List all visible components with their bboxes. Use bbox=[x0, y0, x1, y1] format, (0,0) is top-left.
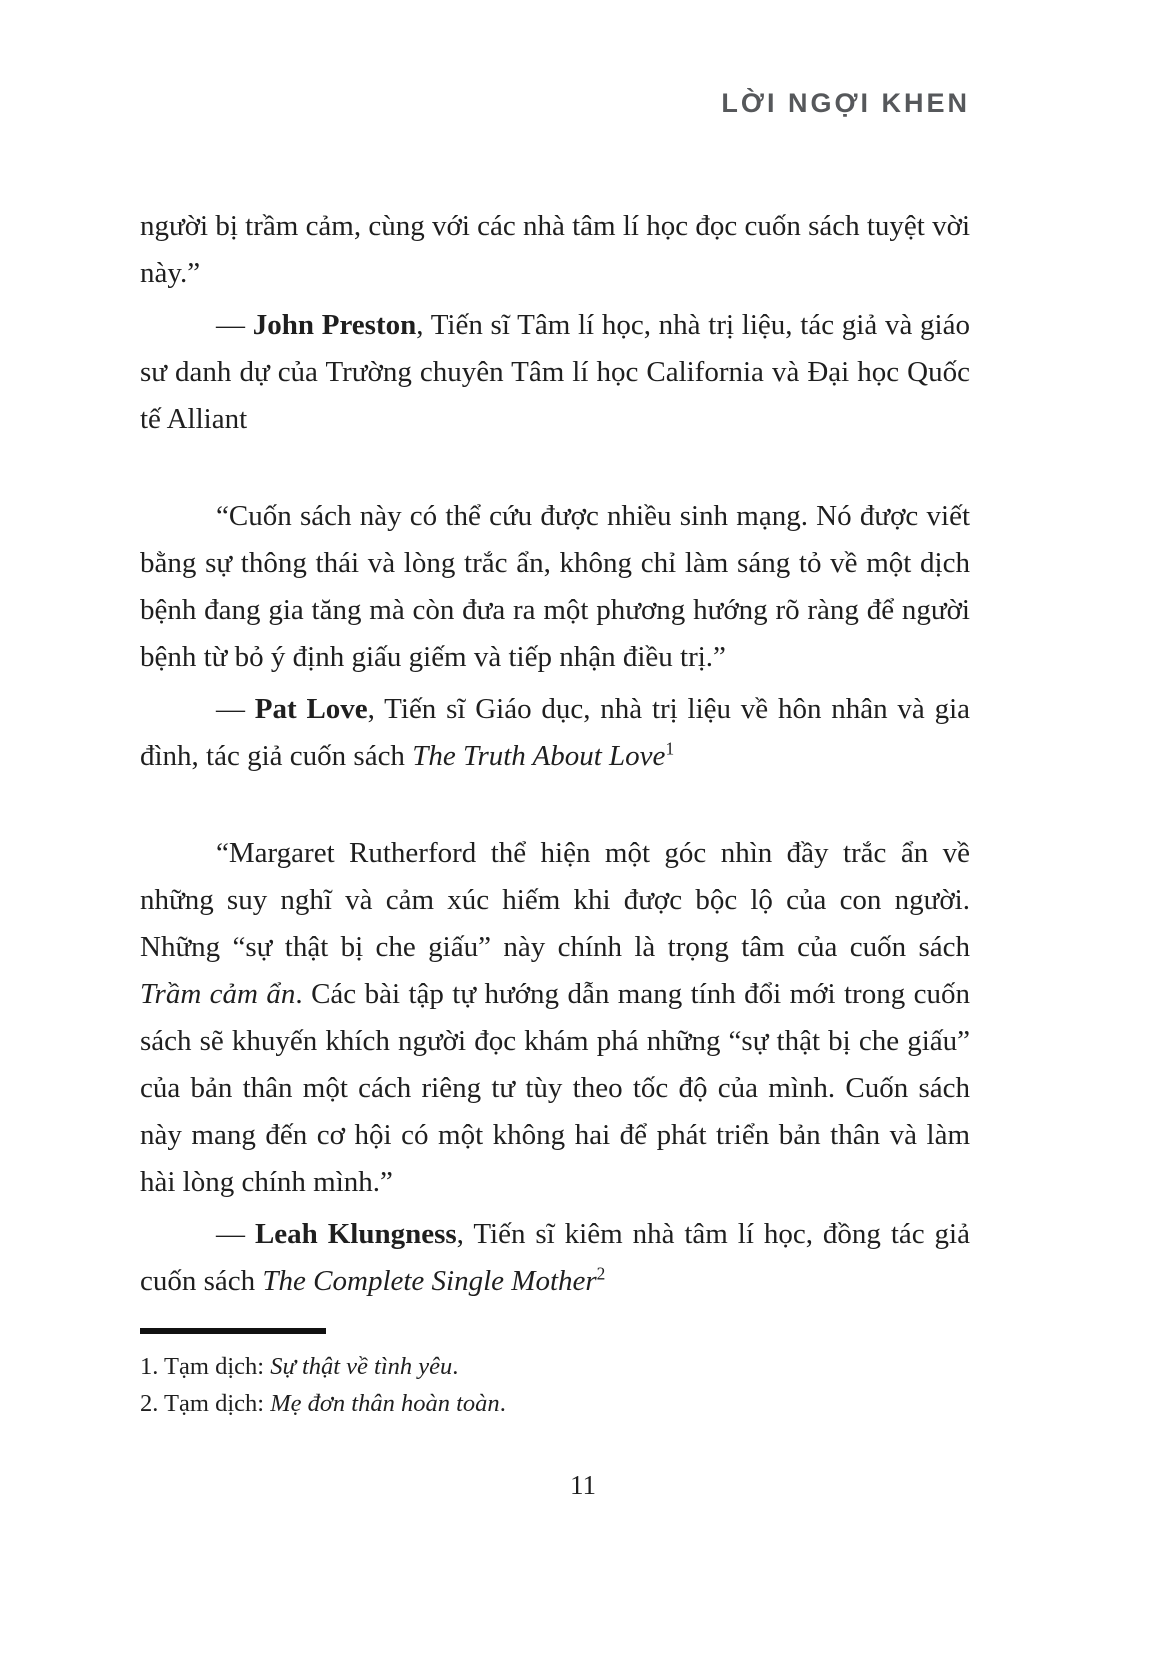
text-segment: John Preston bbox=[252, 309, 417, 341]
text-segment: 1 bbox=[665, 738, 675, 759]
footnotes-list bbox=[140, 1348, 970, 1422]
paragraph bbox=[140, 686, 970, 780]
text-segment: 1. Tạm dịch: bbox=[140, 1353, 271, 1380]
text-segment: , Tiến sĩ Tâm lí học, nhà trị liệu, tác giả và giáo sư danh dự của Trường chuyên Tâm lí học California và Đại học Quốc tế Alliant bbox=[140, 309, 970, 435]
text-segment: 2 bbox=[596, 1263, 606, 1284]
text-segment: Pat Love bbox=[254, 693, 368, 725]
running-head: LỜI NGỢI KHEN bbox=[721, 88, 970, 118]
footnote bbox=[140, 1348, 970, 1385]
paragraph bbox=[140, 203, 970, 297]
text-segment: . Các bài tập tự hướng dẫn mang tính đổi mới trong cuốn sách sẽ khuyến khích người đọc khám phá những “sự thật bị che giấu” của bản thân một cách riêng tư tùy theo tốc độ của mình. Cuốn sách này mang đến cơ hội có một không hai để phát triển bản thân và làm hài lòng chính mình.” bbox=[140, 978, 970, 1198]
text-segment: — bbox=[216, 309, 253, 341]
footnote bbox=[140, 1385, 970, 1422]
text-segment: — bbox=[216, 1218, 255, 1250]
paragraph bbox=[140, 1211, 970, 1305]
text-segment: 2. Tạm dịch: bbox=[140, 1390, 271, 1417]
text-segment: , Tiến sĩ kiêm nhà tâm lí học, đồng tác giả cuốn sách bbox=[140, 1218, 970, 1297]
text-segment: Sự thật về tình yêu bbox=[270, 1353, 453, 1380]
text-segment: . bbox=[499, 1390, 506, 1417]
text-segment: The Truth About Love bbox=[412, 740, 666, 772]
paragraph bbox=[140, 493, 970, 681]
text-segment: , Tiến sĩ Giáo dục, nhà trị liệu về hôn nhân và gia đình, tác giả cuốn sách bbox=[140, 693, 970, 772]
paragraph bbox=[140, 830, 970, 1206]
footnote-divider bbox=[140, 1328, 326, 1334]
text-segment: “Cuốn sách này có thể cứu được nhiều sinh mạng. Nó được viết bằng sự thông thái và lòng trắc ẩn, không chỉ làm sáng tỏ về một dịch bệnh đang gia tăng mà còn đưa ra một phương hướng rõ ràng để người bệnh từ bỏ ý định giấu giếm và tiếp nhận điều trị.” bbox=[140, 500, 970, 673]
text-segment: người bị trầm cảm, cùng với các nhà tâm lí học đọc cuốn sách tuyệt vời này.” bbox=[140, 210, 970, 289]
text-segment: Leah Klungness bbox=[254, 1218, 457, 1250]
text-segment: Mẹ đơn thân hoàn toàn bbox=[270, 1390, 500, 1417]
text-segment: . bbox=[452, 1353, 459, 1380]
footnotes-section bbox=[140, 1328, 970, 1422]
paragraphs bbox=[140, 203, 970, 1305]
paragraph bbox=[140, 302, 970, 443]
page-number: 11 bbox=[570, 1470, 596, 1500]
text-segment: The Complete Single Mother bbox=[262, 1265, 597, 1297]
text-segment: “Margaret Rutherford thể hiện một góc nhìn đầy trắc ẩn về những suy nghĩ và cảm xúc hiếm khi được bộc lộ của con người. Những “sự thật bị che giấu” này chính là trọng tâm của cuốn sách bbox=[140, 837, 970, 963]
text-segment: Trầm cảm ẩn bbox=[140, 978, 296, 1010]
text-segment: — bbox=[216, 693, 255, 725]
